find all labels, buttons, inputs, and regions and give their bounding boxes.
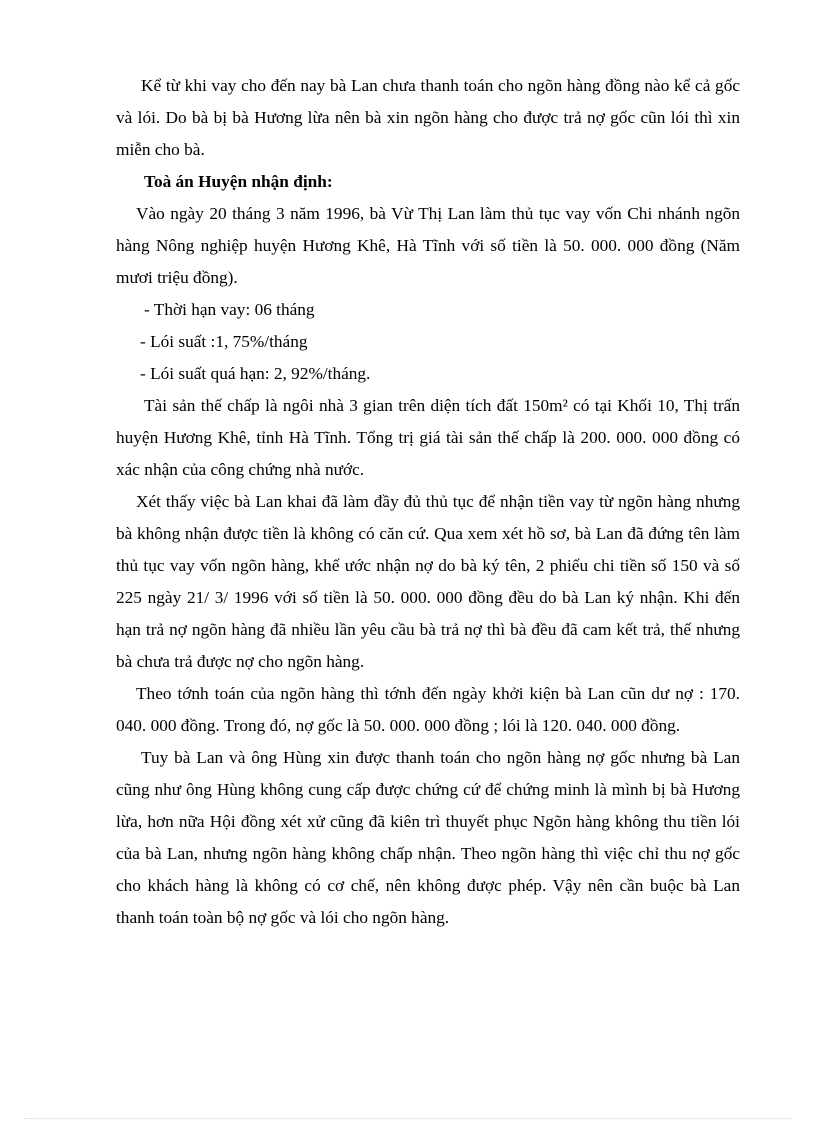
paragraph-conclusion: Tuy bà Lan và ông Hùng xin được thanh toán cho ngõn hàng nợ gốc nhưng bà Lan cũng như ông Hùng không cung cấp được chứng cứ để chứng minh là mình bị bà Hương lừa, hơn nữa Hội đồng xét xử cũng đã kiên trì thuyết phục Ngõn hàng không thu tiền lói của bà Lan, nhưng ngõn hàng không chấp nhận. Theo ngõn hàng thì việc chỉ thu nợ gốc cho khách hàng là không có cơ chế, nên không được phép. Vậy nên cần buộc bà Lan thanh toán toàn bộ nợ gốc và lói cho ngõn hàng. xyxy=(116,748,740,927)
document-page xyxy=(116,70,740,934)
paragraph-debt-calculation: Theo tớnh toán của ngõn hàng thì tớnh đến ngày khởi kiện bà Lan cũn dư nợ : 170. 040. 000 đồng. Trong đó, nợ gốc là 50. 000. 000 đồng ; lói là 120. 040. 000 đồng. xyxy=(116,684,740,735)
list-item-overdue-rate: - Lói suất quá hạn: 2, 92%/tháng. xyxy=(140,364,371,383)
list-item-interest-rate: - Lói suất :1, 75%/tháng xyxy=(140,332,308,351)
page-bottom-divider xyxy=(24,1118,792,1119)
section-heading-court-findings: Toà án Huyện nhận định: xyxy=(144,172,333,191)
paragraph-repayment-status: Kể từ khi vay cho đến nay bà Lan chưa thanh toán cho ngõn hàng đồng nào kể cả gốc và lói. Do bà bị bà Hương lừa nên bà xin ngõn hàng cho được trả nợ gốc cũn lói thì xin miễn cho bà. xyxy=(116,76,740,159)
list-item-loan-term: - Thời hạn vay: 06 tháng xyxy=(144,300,315,319)
paragraph-consideration: Xét thấy việc bà Lan khai đã làm đầy đủ thủ tục để nhận tiền vay từ ngõn hàng nhưng bà không nhận được tiền là không có căn cứ. Qua xem xét hồ sơ, bà Lan đã đứng tên làm thủ tục vay vốn ngõn hàng, khế ước nhận nợ do bà ký tên, 2 phiếu chi tiền số 150 và số 225 ngày 21/ 3/ 1996 với số tiền là 50. 000. 000 đồng đều do bà Lan ký nhận. Khi đến hạn trả nợ ngõn hàng đã nhiều lần yêu cầu bà trả nợ thì bà đều đã cam kết trả, thế nhưng bà chưa trả được nợ cho ngõn hàng. xyxy=(116,492,740,671)
paragraph-loan-details: Vào ngày 20 tháng 3 năm 1996, bà Vừ Thị Lan làm thủ tục vay vốn Chi nhánh ngõn hàng Nông nghiệp huyện Hương Khê, Hà Tĩnh với số tiền là 50. 000. 000 đồng (Năm mươi triệu đồng). xyxy=(116,204,740,287)
paragraph-collateral: Tài sản thế chấp là ngôi nhà 3 gian trên diện tích đất 150m² có tại Khối 10, Thị trấn huyện Hương Khê, tỉnh Hà Tĩnh. Tổng trị giá tài sản thế chấp là 200. 000. 000 đồng có xác nhận của công chứng nhà nước. xyxy=(116,396,740,479)
